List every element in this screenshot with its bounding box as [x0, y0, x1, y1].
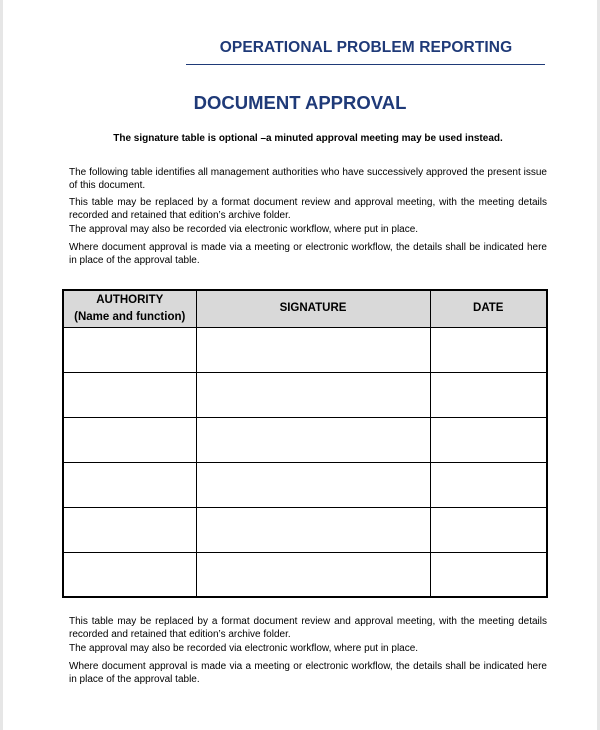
signature-cell[interactable]	[196, 462, 430, 507]
header-signature: SIGNATURE	[196, 290, 430, 327]
signature-cell[interactable]	[196, 327, 430, 372]
signature-cell[interactable]	[196, 552, 430, 597]
authority-cell[interactable]	[63, 327, 196, 372]
intro-paragraph-3: The approval may also be recorded via electronic workflow, where put in place.	[69, 224, 419, 235]
authority-cell[interactable]	[63, 462, 196, 507]
optional-note: The signature table is optional –a minuted approval meeting may be used instead.	[113, 133, 503, 144]
table-row	[63, 507, 547, 552]
table-header-row	[63, 290, 547, 327]
date-cell[interactable]	[430, 417, 547, 462]
intro-paragraph-1: The following table identifies all management authorities who have successively approved the present issue of this document.	[69, 167, 547, 191]
date-cell[interactable]	[430, 462, 547, 507]
date-cell[interactable]	[430, 327, 547, 372]
header-date: DATE	[430, 290, 547, 327]
signature-cell[interactable]	[196, 417, 430, 462]
intro-paragraph-2: This table may be replaced by a format document review and approval meeting, with the meeting details recorded and retained that edition’s archive folder.	[69, 197, 547, 221]
table-row	[63, 417, 547, 462]
header-authority	[63, 290, 196, 327]
table-row	[63, 552, 547, 597]
date-cell[interactable]	[430, 507, 547, 552]
document-title: DOCUMENT APPROVAL	[193, 92, 407, 113]
footer-paragraph-1: This table may be replaced by a format document review and approval meeting, with the meeting details recorded and retained that edition’s archive folder.	[69, 616, 547, 640]
header-authority-line2: (Name and function)	[74, 310, 186, 323]
table-row	[63, 462, 547, 507]
signature-cell[interactable]	[196, 372, 430, 417]
authority-cell[interactable]	[63, 372, 196, 417]
table-row	[63, 372, 547, 417]
authority-cell[interactable]	[63, 507, 196, 552]
authority-cell[interactable]	[63, 417, 196, 462]
footer-paragraph-3: Where document approval is made via a meeting or electronic workflow, the details shall be indicated here in place of the approval table.	[69, 661, 547, 685]
authority-cell[interactable]	[63, 552, 196, 597]
signature-cell[interactable]	[196, 507, 430, 552]
footer-paragraph-2: The approval may also be recorded via electronic workflow, where put in place.	[69, 643, 419, 654]
intro-paragraph-4: Where document approval is made via a meeting or electronic workflow, the details shall be indicated here in place of the approval table.	[69, 242, 547, 266]
header-title: OPERATIONAL PROBLEM REPORTING	[219, 39, 513, 56]
approval-table	[62, 289, 548, 598]
header-authority-line1: AUTHORITY	[96, 293, 164, 306]
date-cell[interactable]	[430, 552, 547, 597]
table-row	[63, 327, 547, 372]
header-rule	[186, 64, 545, 65]
date-cell[interactable]	[430, 372, 547, 417]
